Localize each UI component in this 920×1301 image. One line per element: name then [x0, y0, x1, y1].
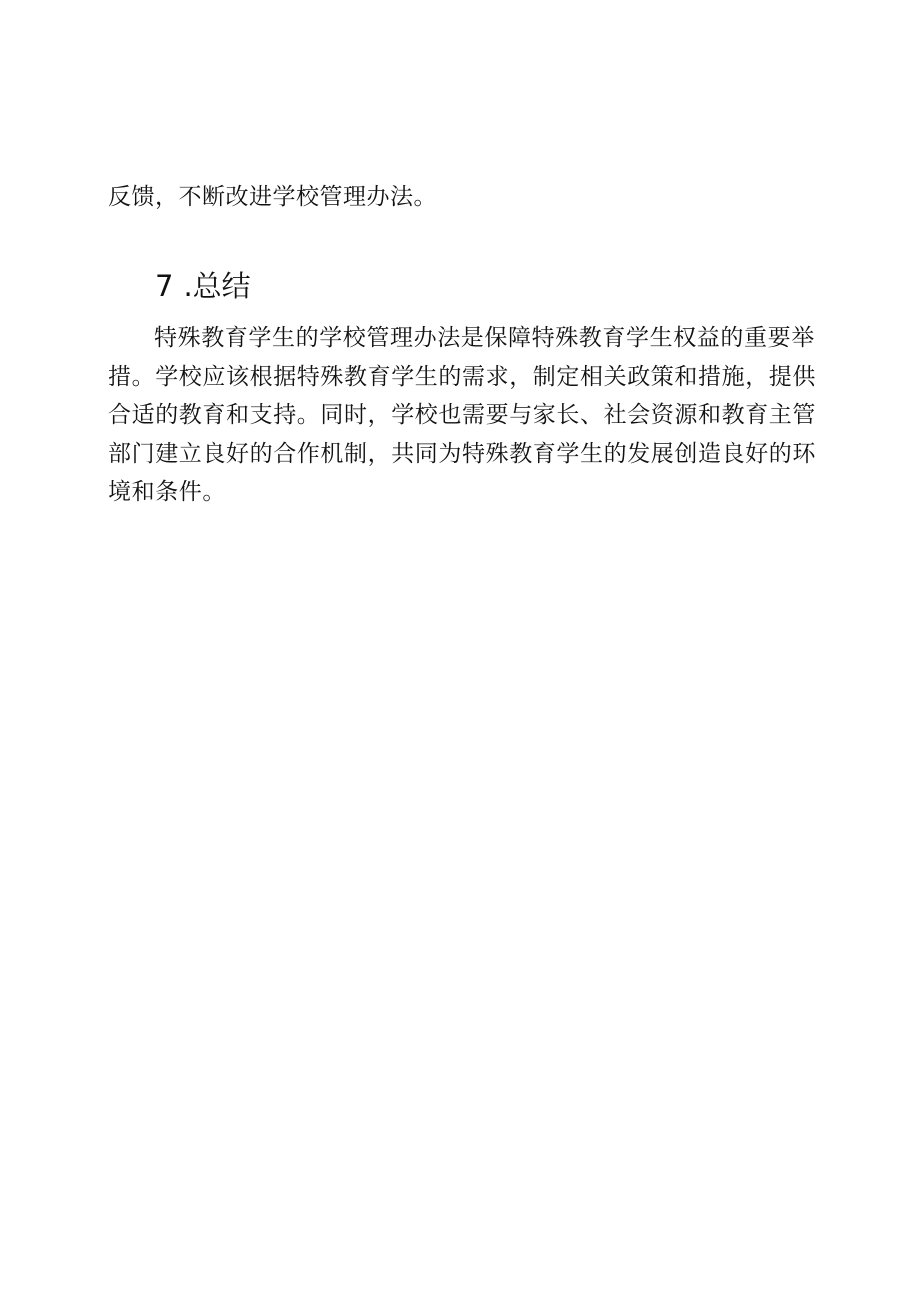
section-number: 7: [155, 269, 174, 303]
summary-paragraph: [108, 319, 816, 512]
paragraph-line: 措。学校应该根据特殊教育学生的需求，制定相关政策和措施，提供: [108, 363, 816, 390]
paragraph-line: 境和条件。: [108, 479, 226, 506]
section-heading: [155, 266, 251, 306]
section-title: .总结: [183, 269, 251, 303]
paragraph-line: 特殊教育学生的学校管理办法是保障特殊教育学生权益的重要举: [154, 325, 815, 351]
paragraph-line: 合适的教育和支持。同时，学校也需要与家长、社会资源和教育主管: [108, 402, 816, 429]
paragraph-line: 部门建立良好的合作机制，共同为特殊教育学生的发展创造良好的环: [108, 440, 816, 467]
continued-paragraph-line: 反馈，不断改进学校管理办法。: [108, 184, 437, 210]
